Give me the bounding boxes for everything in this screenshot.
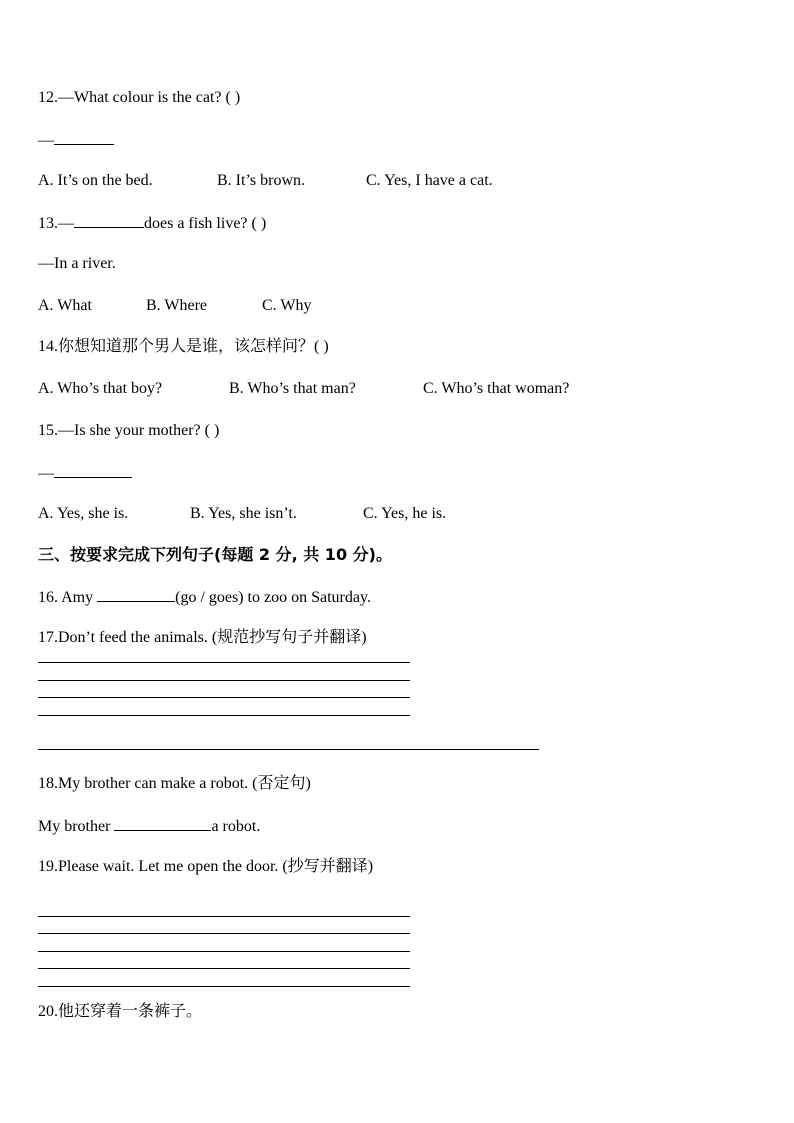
q18-stem: 18.My brother can make a robot. (否定句) [38,775,311,792]
q14-option-a: A. Who’s that boy? [38,380,163,397]
q16-stem [38,587,371,608]
q19-writing-line[interactable] [38,986,410,987]
q15-stem: 15.—Is she your mother? ( ) [38,422,220,439]
q14-stem: 14.你想知道那个男人是谁，该怎样问？( ) [38,338,329,355]
q17-writing-line[interactable] [38,662,410,663]
q12-stem: 12.—What colour is the cat? ( ) [38,89,241,106]
q13-option-c: C. Why [262,297,312,314]
q16-prefix: 16. Amy [38,589,98,606]
q16-blank[interactable] [97,587,175,602]
q13-option-a: A. What [38,297,92,314]
q12-answer-blank[interactable] [54,130,114,145]
q19-writing-line[interactable] [38,933,410,934]
q15-option-a: A. Yes, she is. [38,505,129,522]
q16-suffix: (go / goes) to zoo on Saturday. [175,589,371,606]
q12-answer-dash: — [38,132,54,149]
q12-option-c: C. Yes, I have a cat. [366,172,493,189]
q15-option-c: C. Yes, he is. [363,505,447,522]
q12-option-b: B. It’s brown. [217,172,305,189]
q17-writing-line[interactable] [38,715,410,716]
q17-translation-line[interactable] [38,749,539,750]
q19-writing-line[interactable] [38,968,410,969]
q13-stem [38,213,266,234]
q18-suffix: a robot. [211,818,261,835]
q18-answer-line [38,816,260,837]
q18-blank[interactable] [114,816,211,831]
q15-answer-line [38,463,132,484]
q12-answer-line [38,130,114,151]
q17-stem: 17.Don’t feed the animals. (规范抄写句子并翻译) [38,629,367,646]
q13-stem-prefix: 13.— [38,215,74,232]
q14-option-c: C. Who’s that woman? [423,380,570,397]
q18-prefix: My brother [38,818,115,835]
q20-stem: 20.他还穿着一条裤子。 [38,1003,203,1020]
q15-answer-blank[interactable] [54,463,132,478]
q19-writing-line[interactable] [38,951,410,952]
q13-option-b: B. Where [146,297,208,314]
q19-stem: 19.Please wait. Let me open the door. (抄写并翻译) [38,858,374,875]
q13-blank[interactable] [74,213,144,228]
section-heading: 三、按要求完成下列句子(每题 2 分, 共 10 分)。 [38,545,392,564]
q17-writing-line[interactable] [38,697,410,698]
q15-option-b: B. Yes, she isn’t. [190,505,297,522]
q15-answer-dash: — [38,465,54,482]
q12-option-a: A. It’s on the bed. [38,172,153,189]
q17-writing-line[interactable] [38,680,410,681]
q13-stem-suffix: does a fish live? ( ) [144,215,267,232]
q14-option-b: B. Who’s that man? [229,380,356,397]
q13-answer: —In a river. [38,255,116,272]
q19-writing-line[interactable] [38,916,410,917]
